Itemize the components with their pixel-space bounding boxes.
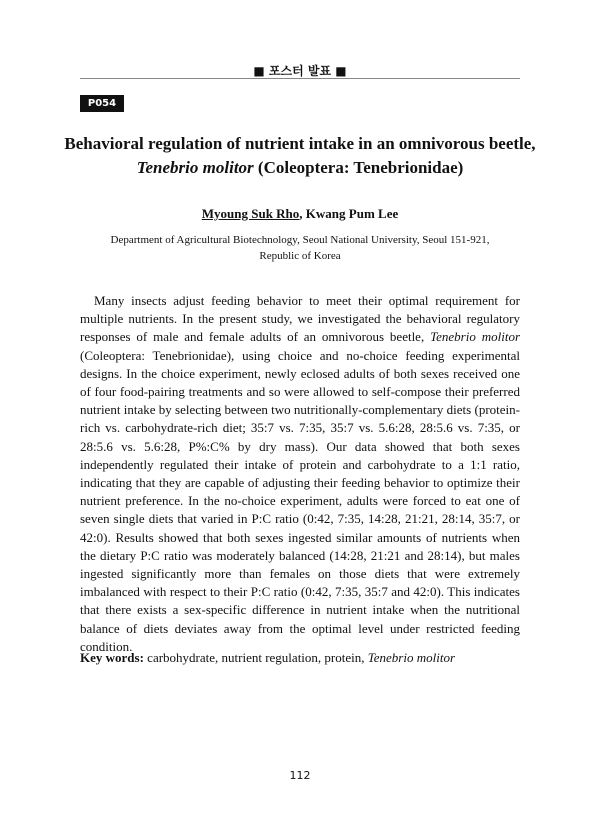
keywords-text: carbohydrate, nutrient regulation, protein, <box>143 650 368 665</box>
author-1: Myoung Suk Rho <box>201 206 300 221</box>
keywords-species: Tenebrio molitor <box>367 650 456 665</box>
section-header: ■ 포스터 발표 ■ <box>253 64 347 78</box>
affiliation-line-1: Department of Agricultural Biotechnology, Seoul National University, Seoul 151-921, <box>110 234 490 246</box>
author-2: Kwang Pum Lee <box>305 206 399 221</box>
page-number: 112 <box>289 769 311 782</box>
title-species: Tenebrio molitor <box>136 158 254 177</box>
keywords <box>80 650 520 666</box>
paper-id-badge: P054 <box>80 95 124 112</box>
affiliation-line-2: Republic of Korea <box>259 250 341 262</box>
title-line-1: Behavioral regulation of nutrient intake in an omnivorous beetle, <box>64 134 536 153</box>
header-divider <box>80 78 520 79</box>
title-suffix: (Coleoptera: Tenebrionidae) <box>253 158 464 177</box>
affiliation <box>80 232 520 264</box>
abstract-part-1: Many insects adjust feeding behavior to meet their optimal requirement for multiple nutrients. In the present study, we investigated the behavioral regulatory responses of male and female adults of an omnivorous beetle, <box>80 293 520 345</box>
abstract-species: Tenebrio molitor <box>430 329 521 345</box>
author-list <box>0 206 600 222</box>
paper-title <box>60 132 540 180</box>
author-separator: , <box>299 206 306 221</box>
abstract-body <box>80 292 520 656</box>
abstract-part-2: (Coleoptera: Tenebrionidae), using choice and no-choice feeding experimental designs. In the choice experiment, newly eclosed adults of both sexes received one of four food-pairing treatments and so were allowed to self-compose their preferred nutrient intake by selecting between two nutritionally-complementary diets (protein-rich vs. carbohydrate-rich diet; 35:7 vs. 7:35, 35:7 vs. 5.6:28, 28:5.6 vs. 7:35, or 28:5.6 vs. 5.6:28, P%:C% by dry mass). Our data showed that both sexes independently regulated their intake of protein and carbohydrate to a 1:1 ratio, indicating that they are capable of adjusting their feeding behavior to optimize their nutrient preference. In the no-choice experiment, adults were forced to eat one of seven single diets that varied in P:C ratio (0:42, 7:35, 14:28, 21:21, 28:14, 35:7, or 42:0). Results showed that both sexes ingested similar amounts of nutrients when the dietary P:C ratio was moderately balanced (14:28, 21:21 and 28:14), but males ingested significantly more than females on those diets that were extremely imbalanced with respect to their P:C ratio (0:42, 7:35, 35:7 and 42:0). This indicates that there exists a sex-specific difference in nutrient intake when the nutritional balance of diets deviates away from the optimal level under restricted feeding condition. <box>80 347 520 654</box>
keywords-label: Key words: <box>80 650 144 665</box>
